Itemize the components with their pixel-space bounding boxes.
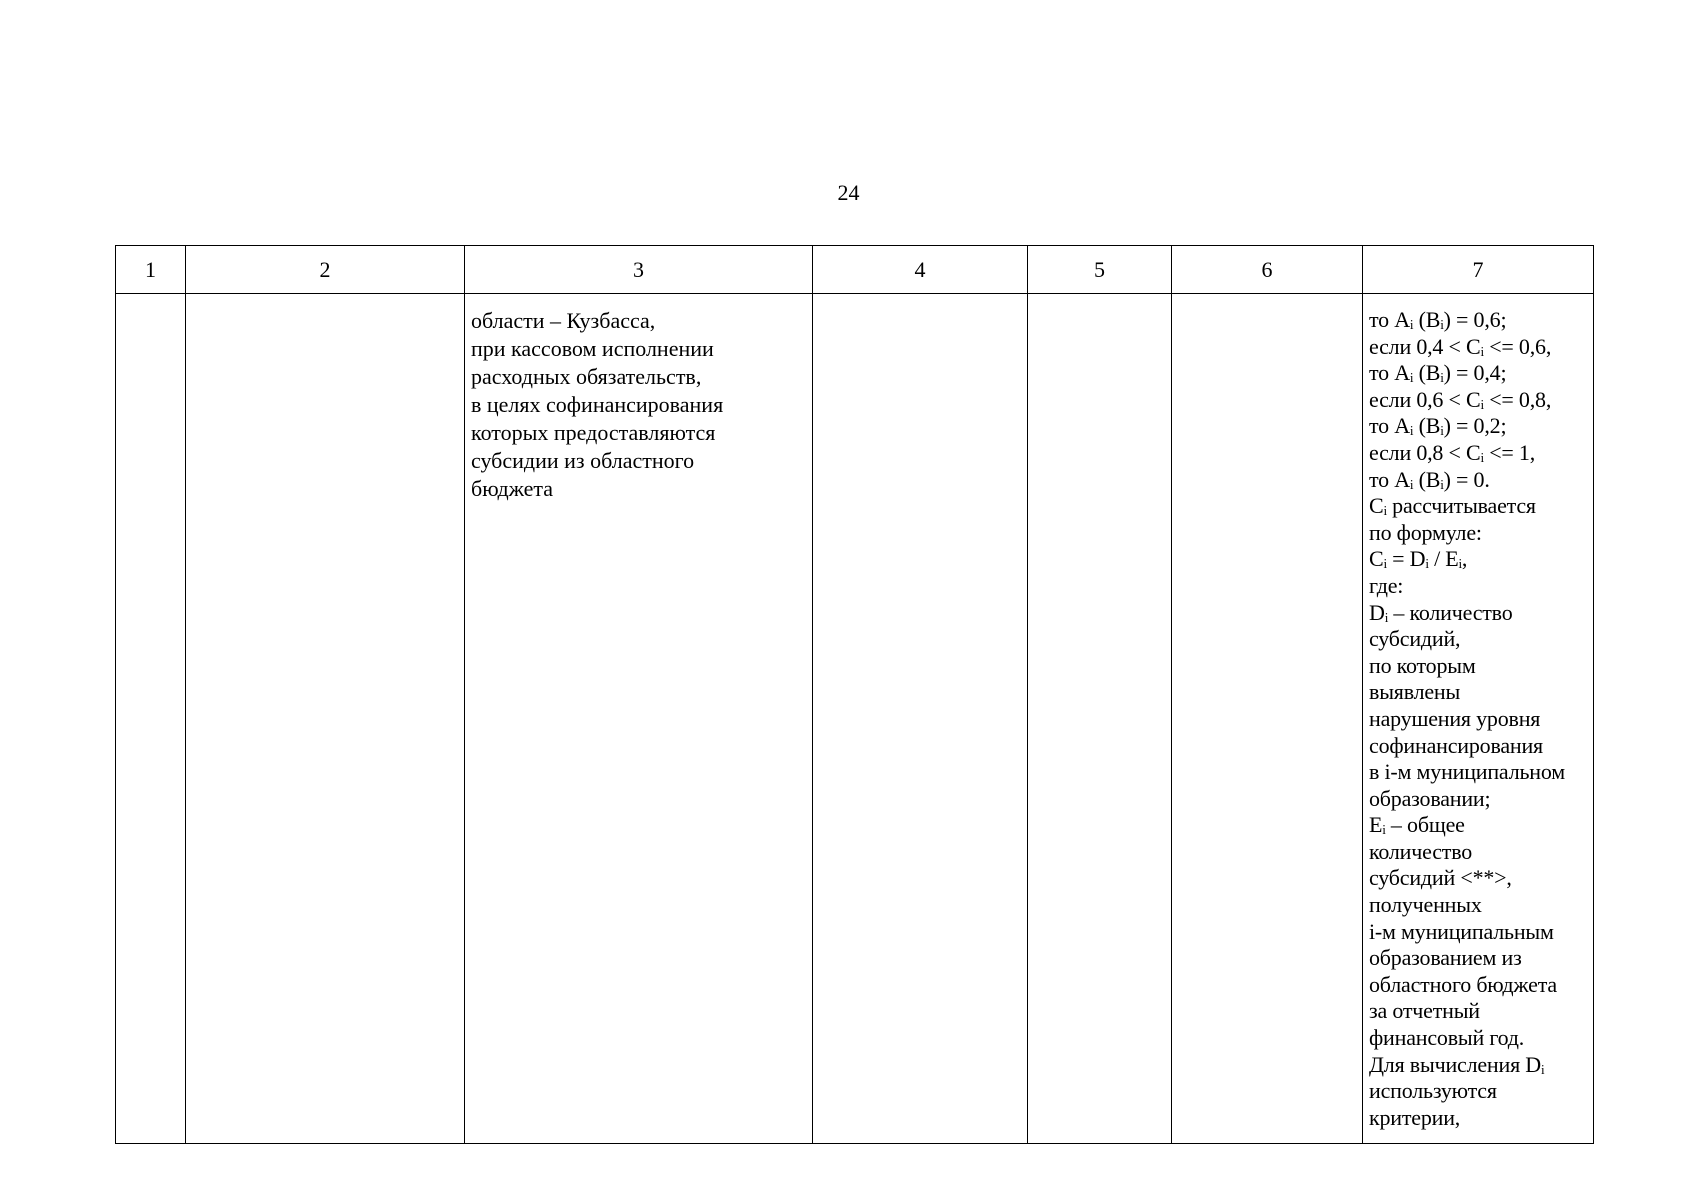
column-header-7: 7	[1363, 246, 1594, 294]
col7-line: финансовый год.	[1369, 1025, 1525, 1051]
col3-line: области – Кузбасса,	[471, 308, 656, 333]
cell-col-4	[813, 294, 1028, 1144]
col7-line: то Aᵢ (Bᵢ) = 0,2;	[1369, 413, 1507, 439]
col7-line: софинансирования	[1369, 732, 1543, 758]
column-header-3: 3	[465, 246, 813, 294]
col7-line: в i-м муниципальном	[1369, 759, 1565, 785]
cell-col-2	[186, 294, 465, 1144]
col7-line: по формуле:	[1369, 519, 1482, 545]
col7-line: если 0,4 < Cᵢ <= 0,6,	[1369, 333, 1552, 359]
col3-line: в целях софинансирования	[471, 392, 724, 417]
col7-line: то Aᵢ (Bᵢ) = 0,6;	[1369, 307, 1507, 332]
col7-line: за отчетный	[1369, 998, 1480, 1024]
col7-line: Для вычисления Dᵢ	[1369, 1051, 1545, 1077]
cell-col-1	[116, 294, 186, 1144]
col7-line: Eᵢ – общее	[1369, 812, 1465, 838]
col7-line: Dᵢ – количество	[1369, 599, 1513, 625]
column-header-4: 4	[813, 246, 1028, 294]
cell-col-7	[1363, 294, 1594, 1144]
col3-text	[465, 294, 812, 503]
col7-line: нарушения уровня	[1369, 705, 1541, 731]
page-number: 24	[837, 180, 860, 205]
col7-line: i-м муниципальным	[1369, 918, 1554, 944]
data-table	[115, 245, 1594, 1144]
column-header-6: 6	[1172, 246, 1363, 294]
col7-line: используются	[1369, 1078, 1497, 1104]
col7-line: полученных	[1369, 892, 1482, 918]
cell-col-5	[1028, 294, 1172, 1144]
col7-line: образованием из	[1369, 945, 1522, 971]
column-header-2: 2	[186, 246, 465, 294]
col7-line: выявлены	[1369, 679, 1461, 705]
col7-line: количество	[1369, 838, 1473, 864]
table-header-row	[116, 246, 1594, 294]
col3-line: бюджета	[471, 476, 554, 501]
col7-line: областного бюджета	[1369, 971, 1557, 997]
col7-line: если 0,6 < Cᵢ <= 0,8,	[1369, 386, 1552, 412]
col7-line: Cᵢ рассчитывается	[1369, 493, 1536, 519]
table-row	[116, 294, 1594, 1144]
col3-line: расходных обязательств,	[471, 364, 702, 389]
col7-line: по которым	[1369, 652, 1476, 678]
col7-line: субсидий <**>,	[1369, 865, 1512, 891]
col7-line: Cᵢ = Dᵢ / Eᵢ,	[1369, 546, 1468, 572]
col7-text	[1363, 294, 1593, 1131]
col7-line: то Aᵢ (Bᵢ) = 0,4;	[1369, 360, 1507, 386]
col7-line: то Aᵢ (Bᵢ) = 0.	[1369, 466, 1490, 492]
col3-line: при кассовом исполнении	[471, 336, 714, 361]
cell-col-6	[1172, 294, 1363, 1144]
column-header-5: 5	[1028, 246, 1172, 294]
column-header-1: 1	[116, 246, 186, 294]
col7-line: субсидий,	[1369, 626, 1461, 652]
cell-col-3	[465, 294, 813, 1144]
col7-line: образовании;	[1369, 785, 1491, 811]
col7-line: критерии,	[1369, 1104, 1461, 1130]
col7-line: где:	[1369, 572, 1404, 598]
col3-line: субсидии из областного	[471, 448, 695, 473]
col7-line: если 0,8 < Cᵢ <= 1,	[1369, 439, 1536, 465]
col3-line: которых предоставляются	[471, 420, 716, 445]
